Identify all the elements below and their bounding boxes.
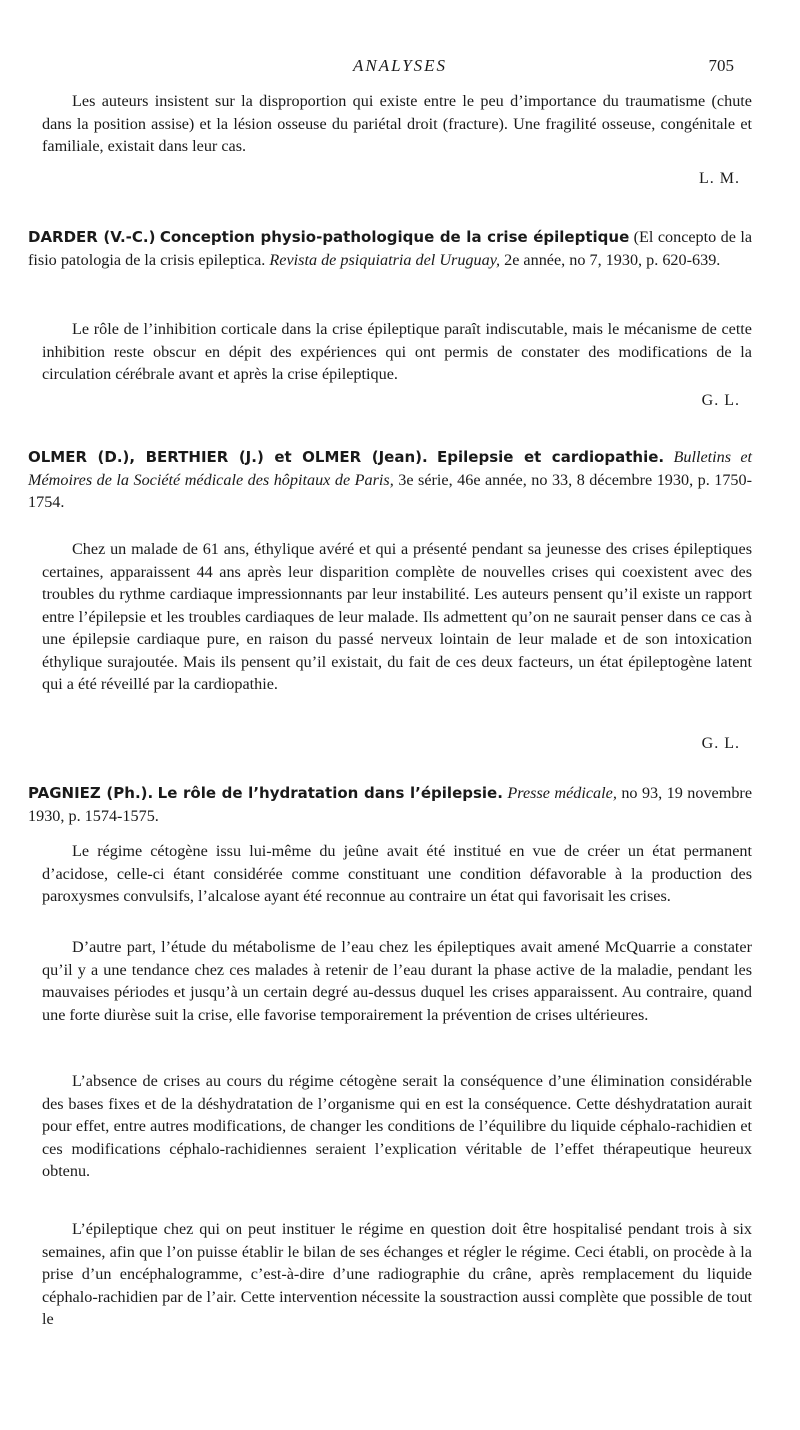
article-author: PAGNIEZ (Ph.).	[28, 784, 154, 802]
article-author: OLMER (D.), BERTHIER (J.) et OLMER (Jean).	[28, 448, 428, 466]
article-heading	[28, 226, 752, 271]
article-body-paragraph: L’absence de crises au cours du régime cétogène serait la conséquence d’une élimination considérable des bases fixes et de la déshydratation de l’organisme qui en est la conséquence. Cette déshydratation aurait pour effet, entre autres modifications, de changer les conditions de l’équilibre du liquide céphalo-rachidien et ces modifications céphalo-rachidiennes seraient l’explication véritable de l’effet thérapeutique heureux obtenu.	[42, 1072, 752, 1180]
article-body-paragraph: D’autre part, l’étude du métabolisme de l’eau chez les épileptiques avait amené McQuarrie a constater qu’il y a une tendance chez ces malades à retenir de l’eau durant la phase active de la maladie, pendant les mauvaises périodes et jusqu’à un certain degré au-dessus duquel les crises apparaissent. Au contraire, quand une forte diurèse suit la crise, elle favorise temporairement la prévention de crises ultérieures.	[42, 938, 752, 1024]
article-citation: 2e année, no 7, 1930, p. 620-639.	[500, 250, 721, 269]
running-head	[0, 56, 800, 80]
running-head-title: ANALYSES	[352, 56, 448, 75]
article-signature: G. L.	[701, 735, 740, 752]
article-title: Le rôle de l’hydratation dans l’épilepsie.	[157, 784, 503, 802]
article-journal: Bulletins et Mémoires de la Société médicale des hôpitaux de Paris,	[28, 448, 753, 489]
article-heading	[28, 782, 752, 827]
article-heading	[28, 446, 752, 514]
article-original-title: (El concepto de la fisio patologia de la crisis epileptica.	[28, 228, 752, 269]
article-journal: Presse médicale,	[507, 784, 617, 802]
article-body-paragraph: L’épileptique chez qui on peut instituer le régime en question doit être hospitalisé pendant trois à six semaines, afin que l’on puisse établir le bilan de ses échanges et régler le régime. Ceci établi, on procède à la prise d’un encéphalogramme, c’est-à-dire d’une radiographie du crâne, après remplacement du liquide céphalo-rachidien par de l’air. Cette intervention nécessite la soustraction aussi complète que possible de tout le	[42, 1220, 752, 1328]
page-number: 705	[708, 56, 734, 75]
article-signature: L. M.	[699, 170, 740, 187]
article-title: Epilepsie et cardiopathie.	[437, 448, 665, 466]
article-citation: 3e série, 46e année, no 33, 8 décembre 1930, p. 1750-1754.	[28, 470, 753, 511]
article-citation: no 93, 19 novembre 1930, p. 1574-1575.	[28, 784, 753, 825]
article-body-paragraph: Chez un malade de 61 ans, éthylique avéré et qui a présenté pendant sa jeunesse des crises épileptiques certaines, apparaissent 44 ans après leur disparition complète de nouvelles crises qui coexistent avec des troubles du rythme cardiaque impressionnants par leur instabilité. Les auteurs pensent qu’il existe un rapport entre l’épilepsie et les troubles cardiaques de leur malade. Ils admettent qu’on ne saurait penser dans ce cas à une épilepsie cardiaque pure, en raison du passé nerveux lointain de leur malade et de son intoxication éthylique surajoutée. Mais ils pensent qu’il existait, du fait de ces deux facteurs, un état épileptogène latent qui a été réveillé par la cardiopathie.	[42, 540, 752, 693]
article-author: DARDER (V.-C.)	[28, 228, 156, 246]
article-body-paragraph: Le rôle de l’inhibition corticale dans la crise épileptique paraît indiscutable, mais le mécanisme de cette inhibition reste obscur en dépit des expériences qui ont permis de constater des modifications de la circulation cérébrale avant et après la crise épileptique.	[42, 320, 752, 383]
article-title: Conception physio-pathologique de la crise épileptique	[159, 228, 630, 246]
article-journal: Revista de psiquiatria del Uruguay,	[269, 250, 501, 269]
article-signature: G. L.	[701, 392, 740, 409]
article-body-paragraph: Le régime cétogène issu lui-même du jeûne avait été institué en vue de créer un état permanent d’acidose, celle-ci étant considérée comme constituant une condition défavorable à la production des paroxysmes convulsifs, l’alcalose ayant été reconnue au contraire un état qui favorisait les crises.	[42, 842, 752, 905]
article-body-paragraph: Les auteurs insistent sur la disproportion qui existe entre le peu d’importance du traumatisme (chute dans la position assise) et la lésion osseuse du pariétal droit (fracture). Une fragilité osseuse, congénitale et familiale, existait dans leur cas.	[42, 92, 752, 155]
